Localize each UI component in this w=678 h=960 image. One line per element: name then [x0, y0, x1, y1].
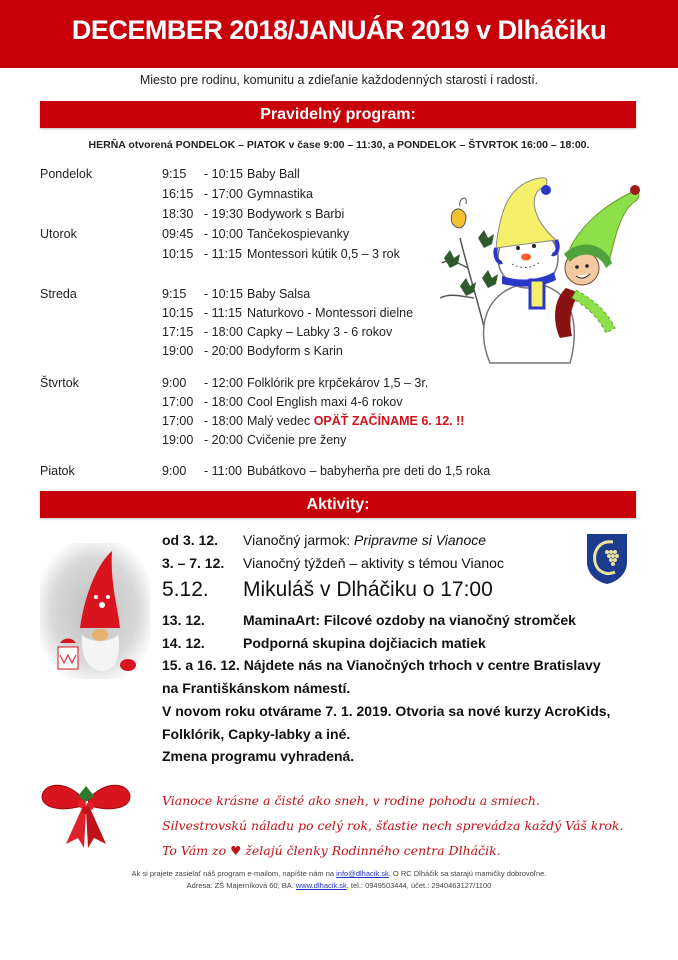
activity-item [162, 612, 576, 628]
footer-line-1 [0, 869, 678, 878]
time-from: 9:15 [162, 167, 187, 181]
schedule-row [162, 395, 403, 409]
footer-text: . O RC Dlháčik sa starajú mamičky dobrovoľne. [388, 869, 547, 878]
time-from: 9:15 [162, 287, 187, 301]
time-from: 17:00 [162, 414, 194, 428]
time-to: - 20:00 [204, 433, 243, 447]
time-to: - 10:15 [204, 167, 243, 181]
regular-program-heading: Pravidelný program: [260, 106, 416, 123]
time-to: - 18:00 [204, 414, 243, 428]
activity-line: V novom roku otvárame 7. 1. 2019. Otvoria sa nové kurzy AcroKids, [162, 703, 611, 719]
footer-text: , tel.: 0949503444, účet.: 2940463127/1100 [346, 881, 492, 890]
time-from: 9:00 [162, 376, 187, 390]
activity-name: Baby Ball [247, 167, 300, 181]
wish-line-3 [162, 843, 501, 858]
activity-text: MaminaArt: Filcové ozdoby na vianočný stromček [243, 612, 576, 628]
day-label: Piatok [40, 464, 75, 478]
activity-name: Cool English maxi 4-6 rokov [247, 395, 403, 409]
regular-program-bar [40, 101, 636, 128]
time-from: 9:00 [162, 464, 187, 478]
activities-bar [40, 491, 636, 518]
time-to: - 10:15 [204, 287, 243, 301]
heart-icon: ♥ [230, 843, 242, 858]
time-from: 17:00 [162, 395, 194, 409]
schedule-row [162, 287, 310, 301]
activity-text: Podporná skupina dojčiacich matiek [243, 635, 486, 651]
schedule-row [162, 227, 349, 241]
time-from: 19:00 [162, 433, 194, 447]
website-link[interactable]: www.dlhacik.sk [295, 881, 347, 890]
activity-name: Montessori kútik 0,5 – 3 rok [247, 247, 400, 261]
schedule-row [162, 207, 344, 221]
activity-date: 3. – 7. 12. [162, 555, 225, 571]
time-from: 10:15 [162, 306, 194, 320]
activity-name: Gymnastika [247, 187, 313, 201]
schedule-row [162, 344, 343, 358]
activity-item-highlight [162, 578, 493, 602]
activity-name: Tančekospievanky [247, 227, 350, 241]
time-from: 16:15 [162, 187, 194, 201]
activity-name: Baby Salsa [247, 287, 311, 301]
wish-line-2: Silvestrovskú náladu po celý rok, šťastie nech sprevádza každý Váš krok. [162, 818, 624, 833]
footer-line-2 [0, 881, 678, 890]
time-to: - 10:00 [204, 227, 243, 241]
time-to: - 17:00 [204, 187, 243, 201]
time-to: - 18:00 [204, 325, 243, 339]
activity-name: Naturkovo - Montessori dielne [247, 306, 414, 320]
snowman-illustration [430, 168, 650, 368]
wish-text: To Vám zo [162, 843, 231, 858]
time-to: - 11:15 [204, 306, 242, 320]
activity-name: Bubátkovo – babyherňa pre deti do 1,5 roka [247, 464, 491, 478]
activity-date: 13. 12. [162, 612, 205, 628]
activity-name: Folklórik pre krpčekárov 1,5 – 3r. [247, 376, 429, 390]
activity-item [162, 555, 504, 571]
herna-note: HERŇA otvorená PONDELOK – PIATOK v čase 9:00 – 11:30, a PONDELOK – ŠTVRTOK 16:00 – 18:00. [88, 139, 590, 151]
time-to: - 18:00 [204, 395, 243, 409]
coat-of-arms-icon [583, 530, 631, 586]
schedule-row [162, 464, 490, 478]
activity-name: Bodywork s Barbi [247, 207, 345, 221]
wish-line-1: Vianoce krásne a čisté ako sneh, v rodine pohodu a smiech. [162, 793, 540, 808]
activity-item [162, 532, 486, 548]
schedule-row [162, 167, 300, 181]
activity-line: Folklórik, Capky-labky a iné. [162, 726, 351, 742]
time-from: 18:30 [162, 207, 194, 221]
footer-text: Ak si prajete zasielať náš program e-mailom, napíšte nám na [131, 869, 337, 878]
time-to: - 11:15 [204, 247, 242, 261]
email-link[interactable]: info@dlhacik.sk [336, 869, 389, 878]
time-to: - 20:00 [204, 344, 243, 358]
activity-text: Vianočný týždeň – aktivity s témou Vianoc [243, 555, 504, 571]
activity-subtitle: Pripravme si Vianoce [354, 532, 487, 548]
schedule-row [162, 376, 428, 390]
time-from: 17:15 [162, 325, 194, 339]
activity-line: 15. a 16. 12. Nájdete nás na Vianočných trhoch v centre Bratislavy [162, 657, 601, 673]
activity-line: na Františkánskom námestí. [162, 680, 351, 696]
schedule-row [162, 325, 392, 339]
day-label: Utorok [40, 227, 77, 241]
activity-name: Capky – Labky 3 - 6 rokov [247, 325, 393, 339]
schedule-row [162, 247, 400, 261]
activity-date: 14. 12. [162, 635, 205, 651]
subtitle: Miesto pre rodinu, komunitu a zdieľanie každodenných starostí i radostí. [139, 73, 539, 87]
schedule-row [162, 187, 313, 201]
activity-name: Bodyform s Karin [247, 344, 343, 358]
day-label: Pondelok [40, 167, 93, 181]
activity-line: Zmena programu vyhradená. [162, 748, 355, 764]
activity-text: Vianočný jarmok: [243, 532, 355, 548]
footer-text: Adresa: ZŠ Majerníková 60, BA. [186, 881, 296, 890]
time-from: 09:45 [162, 227, 194, 241]
activity-date: od 3. 12. [162, 532, 219, 548]
activity-item [162, 635, 486, 651]
time-to: - 19:30 [204, 207, 243, 221]
restart-notice: OPÄŤ ZAČÍNAME 6. 12. !! [313, 414, 465, 428]
schedule-row [162, 306, 413, 320]
activity-name: Cvičenie pre ženy [247, 433, 347, 447]
activity-name: Malý vedec [247, 414, 314, 428]
schedule-row [162, 433, 346, 447]
time-from: 19:00 [162, 344, 194, 358]
page-title: DECEMBER 2018/JANUÁR 2019 v Dlháčiku [71, 15, 607, 45]
christmas-bow-icon [38, 778, 134, 850]
day-label: Štvrtok [40, 376, 79, 390]
activity-date: 5.12. [162, 578, 209, 601]
time-to: - 12:00 [204, 376, 243, 390]
time-from: 10:15 [162, 247, 194, 261]
activities-heading: Aktivity: [306, 496, 370, 513]
wish-text: želajú členky Rodinného centra Dlháčik. [241, 843, 501, 858]
day-label: Streda [40, 287, 77, 301]
activity-text: Mikuláš v Dlháčiku o 17:00 [243, 578, 493, 601]
gnome-image [40, 543, 150, 679]
time-to: - 11:00 [204, 464, 242, 478]
gnome-icon [40, 543, 150, 679]
schedule-row [162, 414, 464, 428]
